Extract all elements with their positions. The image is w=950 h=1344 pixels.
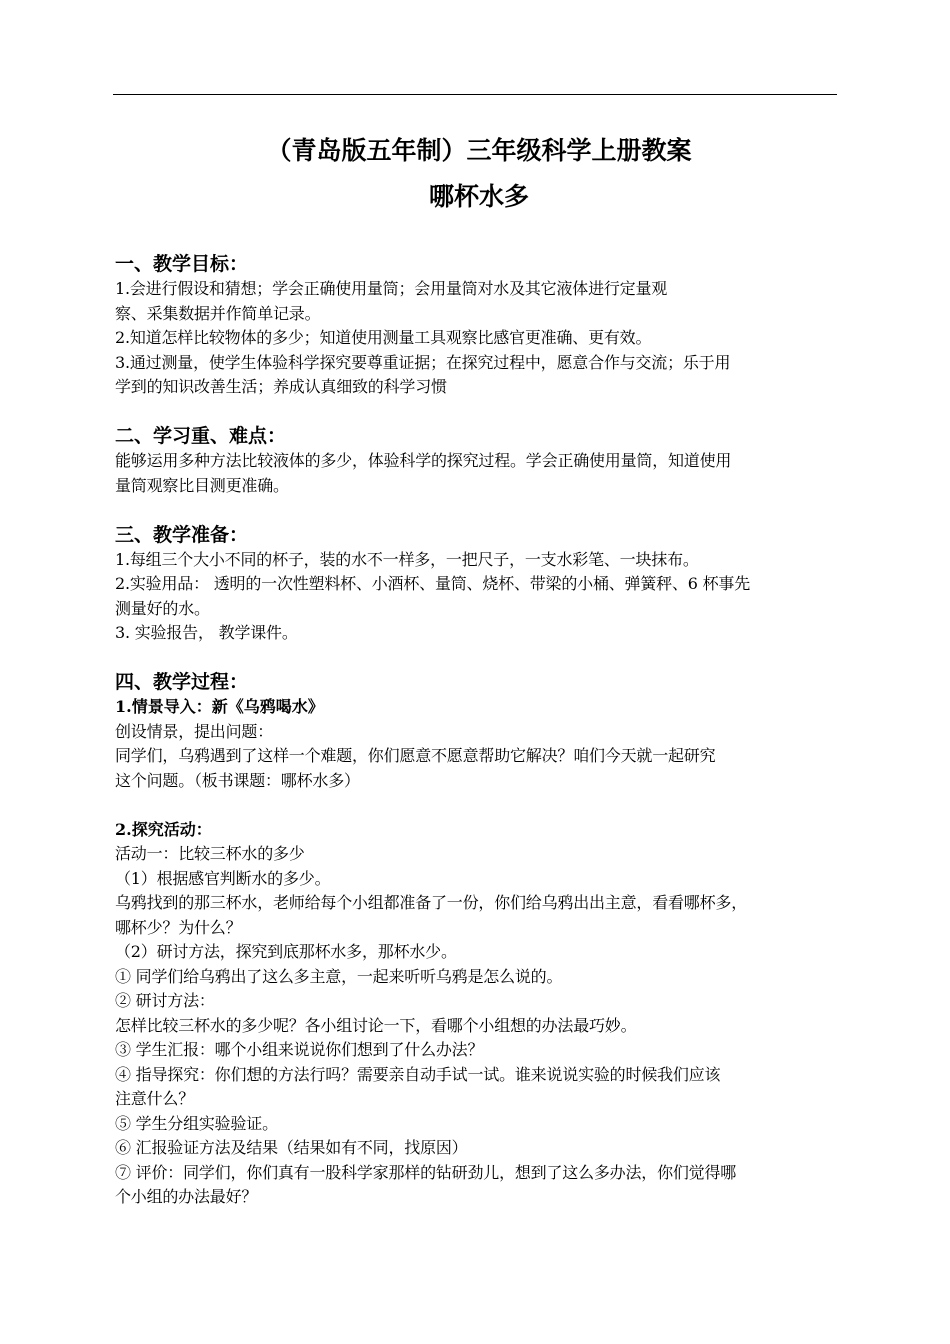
paragraph-line: ⑤ 学生分组实验验证。 — [115, 1113, 278, 1133]
section-heading-key-points: 二、学习重、难点： — [115, 425, 287, 447]
paragraph-line: ⑥ 汇报验证方法及结果（结果如有不同，找原因） — [115, 1138, 468, 1157]
section-heading-preparation: 三、教学准备： — [115, 523, 249, 546]
section-heading-process: 四、教学过程： — [115, 671, 249, 693]
paragraph-line: 活动一：比较三杯水的多少 — [115, 844, 305, 863]
paragraph-line: ⑦ 评价：同学们，你们真有一股科学家那样的钻研劲儿，想到了这么多办法，你们觉得哪 — [115, 1162, 737, 1182]
paragraph-line: （1）根据感官判断水的多少。 — [115, 868, 331, 888]
paragraph-line: ② 研讨方法： — [115, 991, 215, 1010]
paragraph-line: （2）研讨方法，探究到底那杯水多，那杯水少。 — [115, 942, 457, 961]
paragraph-line: ① 同学们给乌鸦出了这么多主意，一起来听听乌鸦是怎么说的。 — [115, 966, 563, 986]
spacer — [115, 498, 843, 523]
paragraph-line: 注意什么？ — [115, 1089, 195, 1108]
paragraph-line: 乌鸦找到的那三杯水，老师给每个小组都准备了一份，你们给乌鸦出出主意，看看哪杯多， — [115, 893, 748, 912]
paragraph-line: ④ 指导探究：你们想的方法行吗？需要亲自动手试一试。谁来说说实验的时候我们应该 — [115, 1064, 721, 1084]
paragraph-line: 创设情景，提出问题： — [115, 721, 274, 741]
spacer — [115, 646, 843, 671]
subsection-heading-activity: 2.探究活动： — [115, 819, 212, 839]
paragraph-line: 同学们，乌鸦遇到了这样一个难题，你们愿意不愿意帮助它解决？咱们今天就一起研究 — [115, 746, 716, 765]
paragraph-line: 3. 实验报告， 教学课件。 — [115, 623, 298, 642]
paragraph-line: 学到的知识改善生活；养成认真细致的科学习惯 — [115, 377, 447, 396]
paragraph-line: 量筒观察比目测更准确。 — [115, 475, 289, 495]
spacer — [115, 793, 843, 818]
document-body — [115, 252, 843, 1210]
paragraph-line: 3.通过测量，使学生体验科学探究要尊重证据；在探究过程中，愿意合作与交流；乐于用 — [115, 352, 731, 372]
paragraph-line: 2.知道怎样比较物体的多少；知道使用测量工具观察比感官更准确、更有效。 — [115, 328, 652, 347]
paragraph-line: 2.实验用品： 透明的一次性塑料杯、小酒杯、量筒、烧杯、带梁的小桶、弹簧秤、6 杯事先 — [115, 574, 751, 593]
paragraph-line: 怎样比较三杯水的多少呢？各小组讨论一下，看哪个小组想的办法最巧妙。 — [115, 1015, 637, 1035]
paragraph-line: 1.每组三个大小不同的杯子，装的水不一样多，一把尺子，一支水彩笔、一块抹布。 — [115, 549, 699, 569]
header-rule — [113, 94, 837, 95]
document-subtitle: 哪杯水多 — [428, 182, 529, 211]
paragraph-line: ③ 学生汇报：哪个小组来说说你们想到了什么办法？ — [115, 1040, 484, 1059]
subsection-heading-intro: 1.情景导入：新《乌鸦喝水》 — [115, 697, 324, 716]
paragraph-line: 个小组的办法最好？ — [115, 1187, 258, 1206]
document-title: （青岛版五年制）三年级科学上册教案 — [266, 136, 692, 165]
section-heading-objectives: 一、教学目标： — [115, 253, 249, 275]
spacer — [115, 400, 843, 425]
paragraph-line: 哪杯少？为什么？ — [115, 917, 242, 937]
paragraph-line: 1.会进行假设和猜想；学会正确使用量筒；会用量筒对水及其它液体进行定量观 — [115, 279, 668, 298]
paragraph-line: 能够运用多种方法比较液体的多少，体验科学的探究过程。学会正确使用量筒，知道使用 — [115, 451, 732, 470]
paragraph-line: 测量好的水。 — [115, 598, 210, 618]
paragraph-line: 察、采集数据并作简单记录。 — [115, 303, 321, 323]
paragraph-line: 这个问题。（板书课题：哪杯水多） — [115, 770, 360, 790]
